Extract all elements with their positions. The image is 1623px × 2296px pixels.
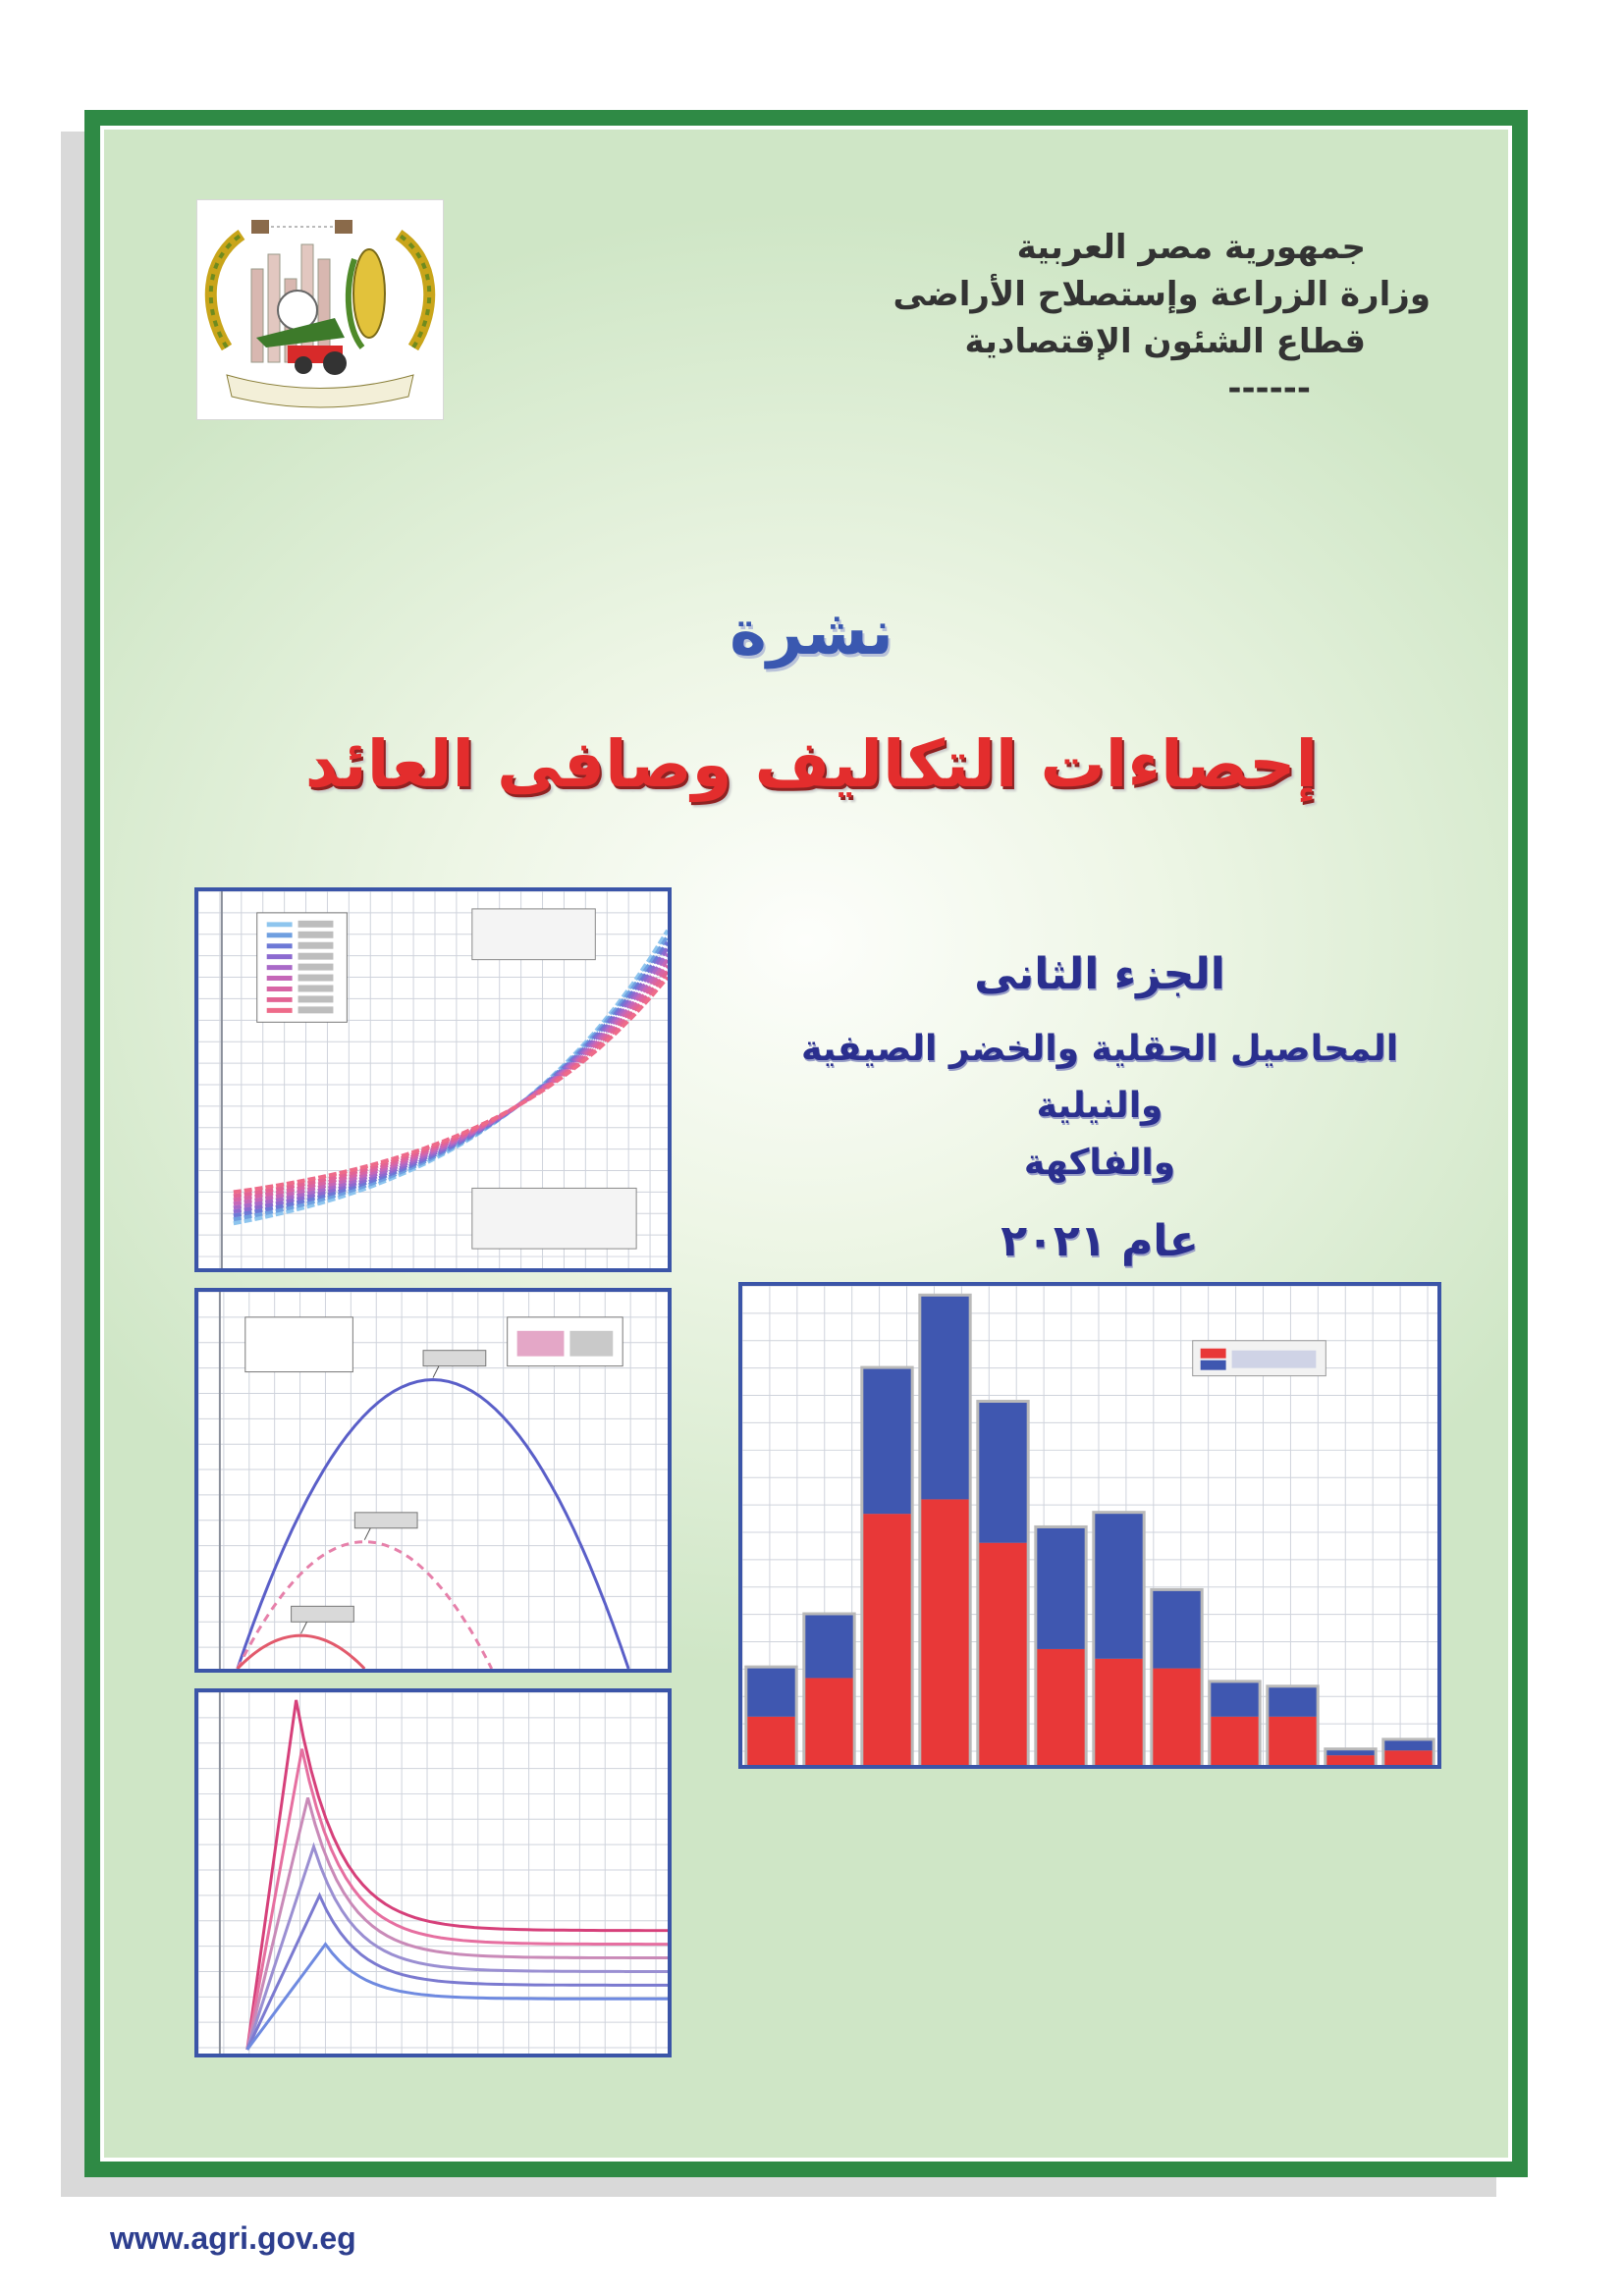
- bar-segment-red: [1269, 1717, 1316, 1765]
- data-label-box: [292, 1606, 354, 1622]
- website-url[interactable]: www.agri.gov.eg: [110, 2220, 356, 2256]
- series-line: [238, 1380, 628, 1669]
- chart-stacked-bars-svg: [742, 1286, 1437, 1765]
- part-year: عام ٢٠٢١: [1001, 1216, 1199, 1266]
- bar-segment-red: [1326, 1755, 1374, 1765]
- data-label-leader: [364, 1528, 370, 1540]
- bar-segment-blue: [921, 1297, 968, 1500]
- data-label-box: [423, 1351, 486, 1366]
- legend-text-blur: [298, 995, 334, 1002]
- legend-text-blur: [298, 921, 334, 928]
- bar-segment-red: [1153, 1669, 1200, 1765]
- bar-segment-red: [979, 1543, 1026, 1765]
- part-subject-line1: المحاصيل الحقلية والخضر الصيفية والنيلية: [800, 1029, 1399, 1126]
- chart-rising-curves-svg: [198, 891, 668, 1268]
- bar-segment-red: [805, 1678, 852, 1765]
- publication-title: إحصاءات التكاليف وصافى العائد: [304, 726, 1319, 802]
- legend-text-blur: [298, 964, 334, 971]
- note-box: [245, 1317, 353, 1372]
- bar-segment-red: [1211, 1717, 1258, 1765]
- chart-parabolic-arcs: [194, 1288, 672, 1673]
- bar-segment-red: [1037, 1649, 1084, 1765]
- part-info: [746, 942, 1453, 1274]
- bar-segment-red: [921, 1499, 968, 1765]
- ministry-header: [881, 224, 1431, 412]
- note-box: [472, 909, 595, 960]
- legend-text-blur: [298, 1006, 334, 1013]
- data-label-leader: [301, 1622, 307, 1633]
- legend-text-blur: [298, 986, 334, 992]
- chart-parabolic-arcs-svg: [198, 1292, 668, 1669]
- series-line: [238, 1635, 364, 1669]
- chart-rising-curves: [194, 887, 672, 1272]
- legend-text-blur: [298, 953, 334, 960]
- bar-segment-red: [863, 1514, 910, 1765]
- bar-segment-blue: [1326, 1750, 1374, 1755]
- ministry-emblem-icon: [197, 200, 443, 419]
- legend-text-blur: [569, 1331, 613, 1357]
- bar-segment-blue: [1211, 1682, 1258, 1716]
- ministry-logo: [196, 199, 444, 420]
- bar-segment-blue: [1037, 1528, 1084, 1649]
- part-number: الجزء الثانى: [974, 949, 1225, 999]
- legend-swatch: [517, 1331, 565, 1357]
- bar-segment-blue: [1269, 1687, 1316, 1717]
- bar-segment-blue: [1384, 1740, 1432, 1750]
- country-name: جمهورية مصر العربية: [1016, 228, 1366, 267]
- chart-decaying-curves-svg: [198, 1692, 668, 2054]
- note-box: [472, 1188, 636, 1249]
- bar-segment-blue: [805, 1615, 852, 1678]
- bar-segment-blue: [1095, 1514, 1142, 1659]
- bar-segment-blue: [747, 1669, 794, 1717]
- bar-segment-blue: [1153, 1591, 1200, 1669]
- legend-swatch-red: [1201, 1349, 1226, 1359]
- legend-text-blur: [298, 975, 334, 982]
- legend-text-blur: [1232, 1351, 1317, 1368]
- sector-name: قطاع الشئون الإقتصادية: [964, 322, 1366, 361]
- data-label-box: [354, 1513, 417, 1528]
- part-subject-line2: والفاكهة: [1023, 1143, 1176, 1183]
- legend-text-blur: [298, 932, 334, 938]
- publication-label: نشرة: [730, 597, 893, 669]
- header-separator: ------: [1227, 369, 1311, 408]
- legend-swatch-blue: [1201, 1361, 1226, 1370]
- bar-segment-blue: [863, 1369, 910, 1515]
- chart-stacked-bars: [738, 1282, 1441, 1769]
- legend-text-blur: [298, 942, 334, 949]
- ministry-name: وزارة الزراعة وإستصلاح الأراضى: [893, 275, 1431, 314]
- bar-segment-red: [1095, 1659, 1142, 1765]
- chart-decaying-curves: [194, 1688, 672, 2057]
- bar-segment-red: [747, 1717, 794, 1765]
- bar-segment-red: [1384, 1750, 1432, 1765]
- series-line: [238, 1542, 492, 1669]
- bar-segment-blue: [979, 1403, 1026, 1543]
